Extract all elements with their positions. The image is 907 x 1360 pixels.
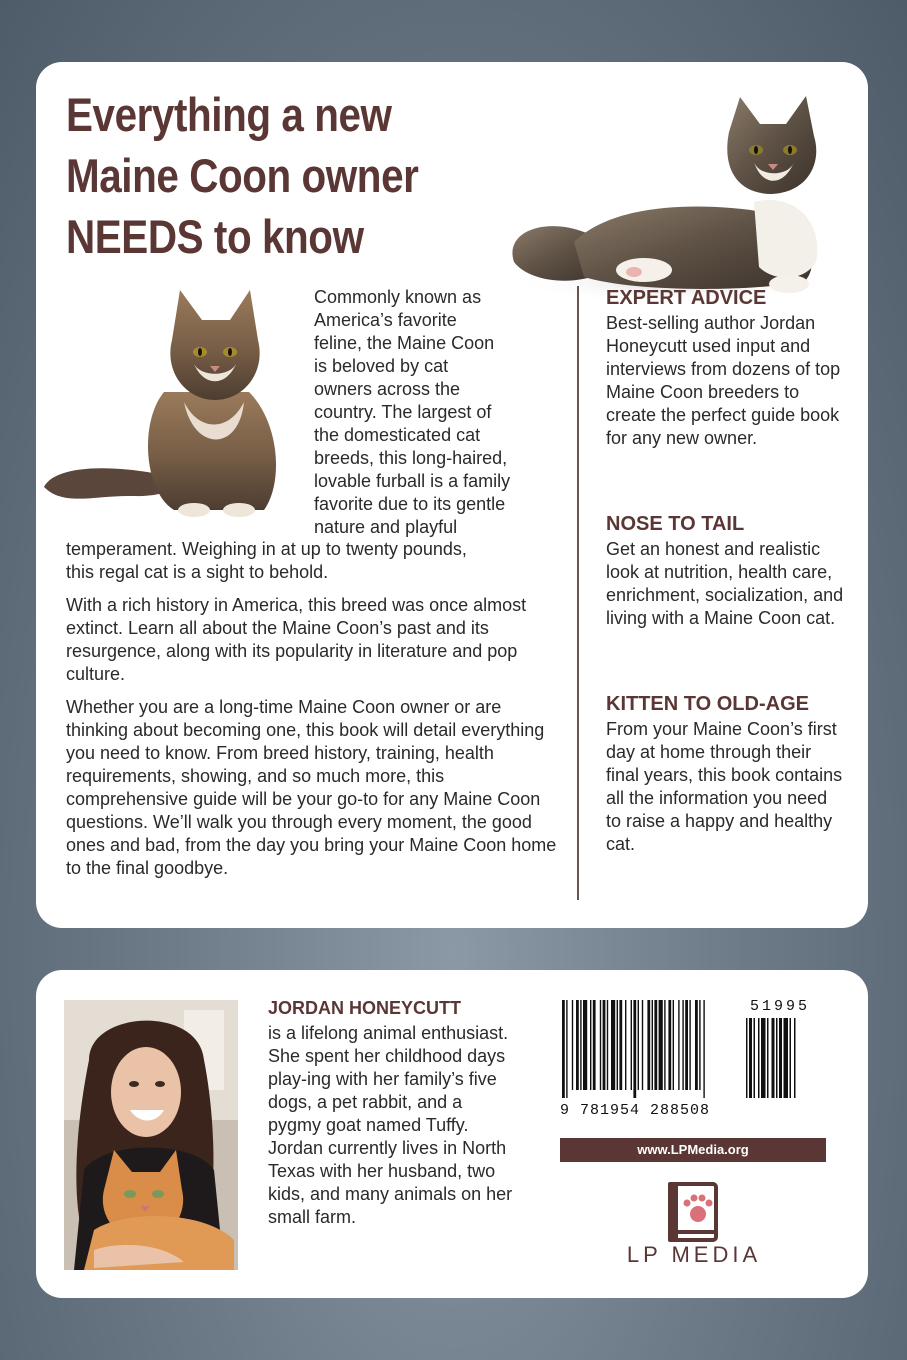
intro-line: temperament. Weighing in at up to twenty pounds, [66,539,467,559]
author-and-barcode-panel [36,970,868,1298]
intro-line: is beloved by cat [314,356,449,376]
author-name: JORDAN HONEYCUTT [268,998,462,1018]
feature-text: Best-selling author Jordan Honeycutt used input and interviews from dozens of top Maine Coon breeders to create the perfect guide book for any new owner. [606,313,841,448]
headline-line-3: NEEDS to know [66,210,364,263]
intro-line: Commonly known as [314,287,482,307]
lying-maine-coon-photo [504,92,834,312]
feature-expert-advice [606,286,846,450]
barcode-addon-digits: 51995 [750,998,811,1015]
book-description-panel [36,62,868,928]
headline-line-1: Everything a new [66,88,392,141]
feature-heading: EXPERT ADVICE [606,287,767,309]
author-bio: is a lifelong animal enthusiast. She spent her childhood days play-ing with her family’s five dogs, a pet rabbit, and a pygmy goat named Tuffy. Jordan currently lives in North Texas with her husband, two kids, and many animals on her small farm. [268,1023,513,1227]
sitting-maine-coon-photo [44,282,294,522]
author-photo [64,1000,238,1270]
intro-line: America’s favorite [314,310,457,330]
feature-kitten-to-old-age [606,692,846,856]
intro-paragraph-wrapped [314,286,554,539]
intro-line: nature and playful [314,517,458,537]
isbn-barcode [560,998,826,1120]
feature-heading: NOSE TO TAIL [606,513,745,535]
intro-line: the domesticated cat [314,425,481,445]
headline-line-2: Maine Coon owner [66,149,419,202]
publisher-url[interactable]: www.LPMedia.org [560,1138,826,1162]
publisher-name: LP MEDIA [626,1242,762,1267]
intro-line: owners across the [314,379,461,399]
intro-line: breeds, this long-haired, [314,448,508,468]
history-paragraph: With a rich history in America, this breed was once almost extinct. Learn all about the Maine Coon’s past and its resurgence, along with its popularity in literature and pop culture. [66,595,527,684]
column-divider [577,286,579,900]
intro-line: country. The largest of [314,402,492,422]
feature-nose-to-tail [606,512,846,630]
intro-line: lovable furball is a family [314,471,511,491]
feature-text: From your Maine Coon’s first day at home through their final years, this book contains all the information you need to raise a happy and healthy cat. [606,719,843,854]
intro-paragraph-continued [66,538,566,584]
intro-line: feline, the Maine Coon [314,333,495,353]
book-headline [66,84,453,267]
feature-heading: KITTEN TO OLD-AGE [606,693,809,715]
feature-text: Get an honest and realistic look at nutrition, health care, enrichment, socialization, and living with a Maine Coon cat. [606,539,844,628]
intro-line: this regal cat is a sight to behold. [66,562,329,582]
intro-line: favorite due to its gentle [314,494,506,514]
barcode-isbn-digits: 9 781954 288508 [560,1102,711,1119]
overview-paragraph: Whether you are a long-time Maine Coon owner or are thinking about becoming one, this book will detail everything you need to know. From breed history, training, health requirements, showing, and so much more, this comprehensive guide will be your go-to for any Maine Coon questions. We’ll walk you through every moment, the good ones and bad, from the day you bring your Maine Coon home to the final goodbye. [66,697,557,878]
